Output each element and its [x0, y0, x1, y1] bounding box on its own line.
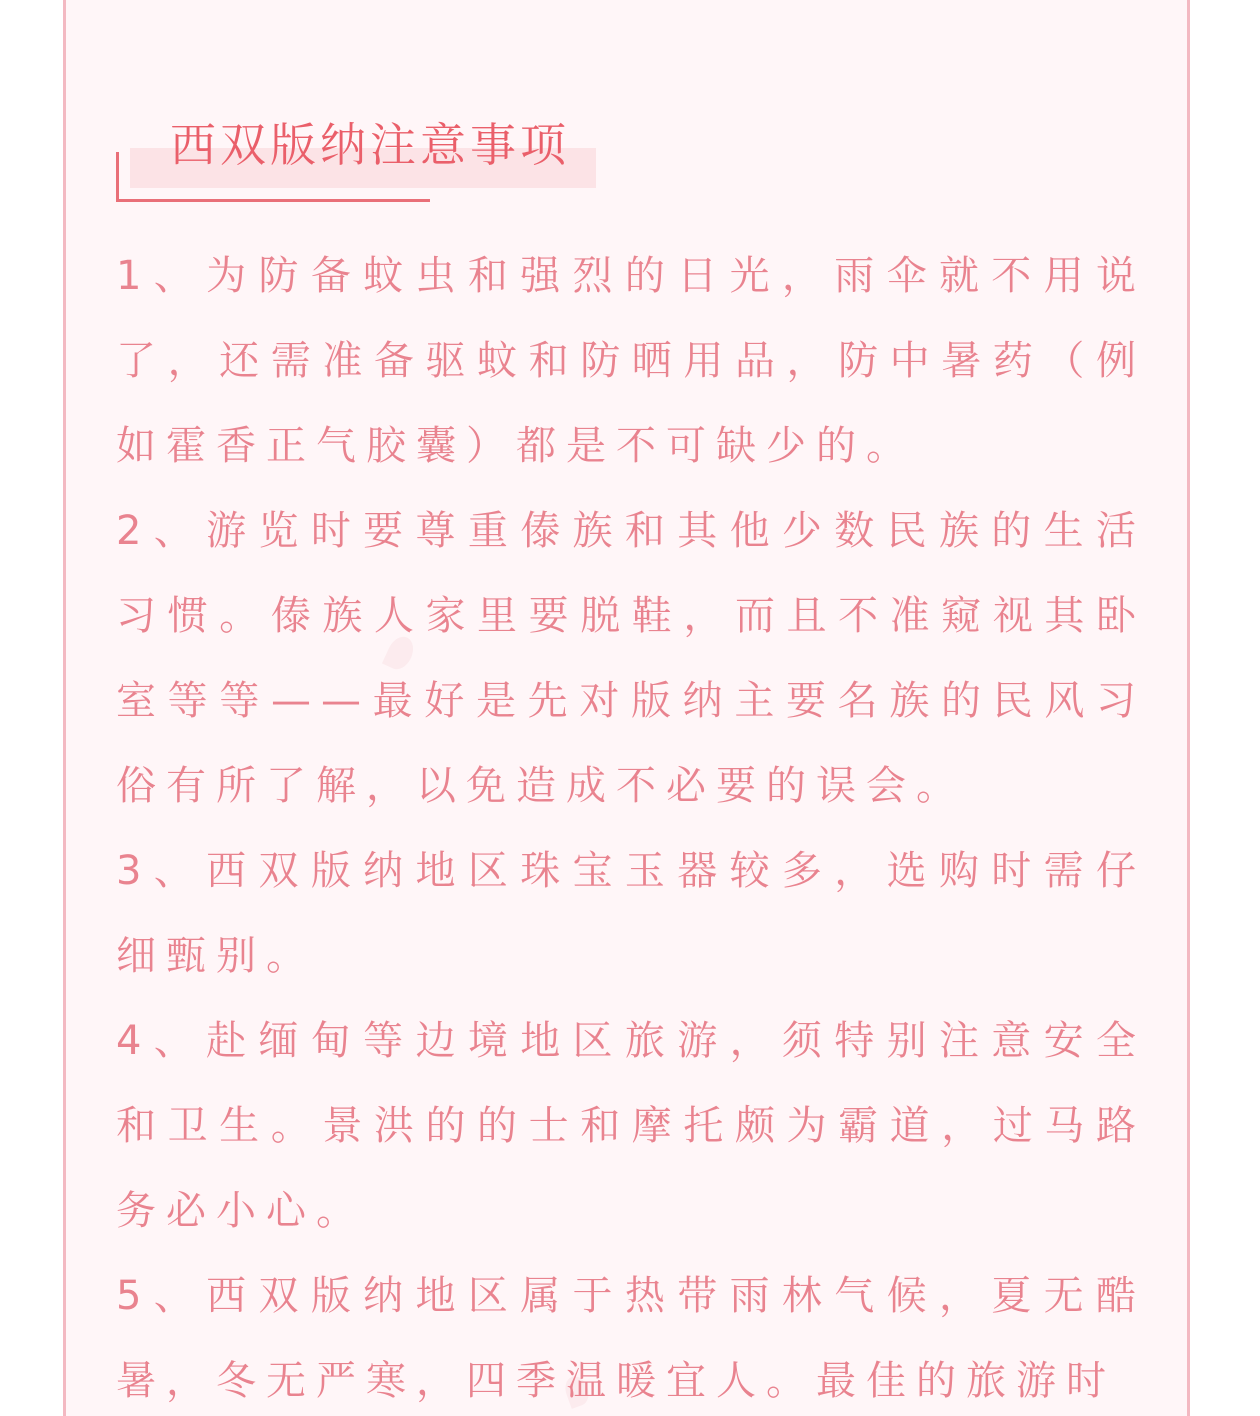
- tip-text: 5、西双版纳地区属于热带雨林气候，夏无酷暑，冬无严寒，四季温暖宜人。最佳的旅游时: [116, 1273, 1146, 1404]
- heading-corner-vertical-line: [116, 152, 119, 202]
- tips-list: [116, 234, 1146, 1416]
- tip-text: 1、为防备蚊虫和强烈的日光，雨伞就不用说了，还需准备驱蚊和防晒用品，防中暑药（例如霍香正气胶囊）都是不可缺少的。: [116, 253, 1146, 469]
- content-card: [63, 0, 1190, 1416]
- section-title: 西双版纳注意事项: [170, 118, 570, 172]
- tip-item-1: [116, 234, 1146, 489]
- tip-item-2: [116, 489, 1146, 829]
- tip-text: 4、赴缅甸等边境地区旅游，须特别注意安全和卫生。景洪的的士和摩托颇为霸道，过马路务必小心。: [116, 1018, 1146, 1234]
- tip-item-5: [116, 1254, 1146, 1416]
- tip-text: 2、游览时要尊重傣族和其他少数民族的生活习惯。傣族人家里要脱鞋，而且不准窥视其卧室等等——最好是先对版纳主要名族的民风习俗有所了解，以免造成不必要的误会。: [116, 508, 1146, 809]
- section-heading: [116, 114, 616, 206]
- tip-item-4: [116, 999, 1146, 1254]
- tip-text: 3、西双版纳地区珠宝玉器较多，选购时需仔细甄别。: [116, 848, 1146, 979]
- heading-underline: [116, 199, 430, 202]
- tip-item-3: [116, 829, 1146, 999]
